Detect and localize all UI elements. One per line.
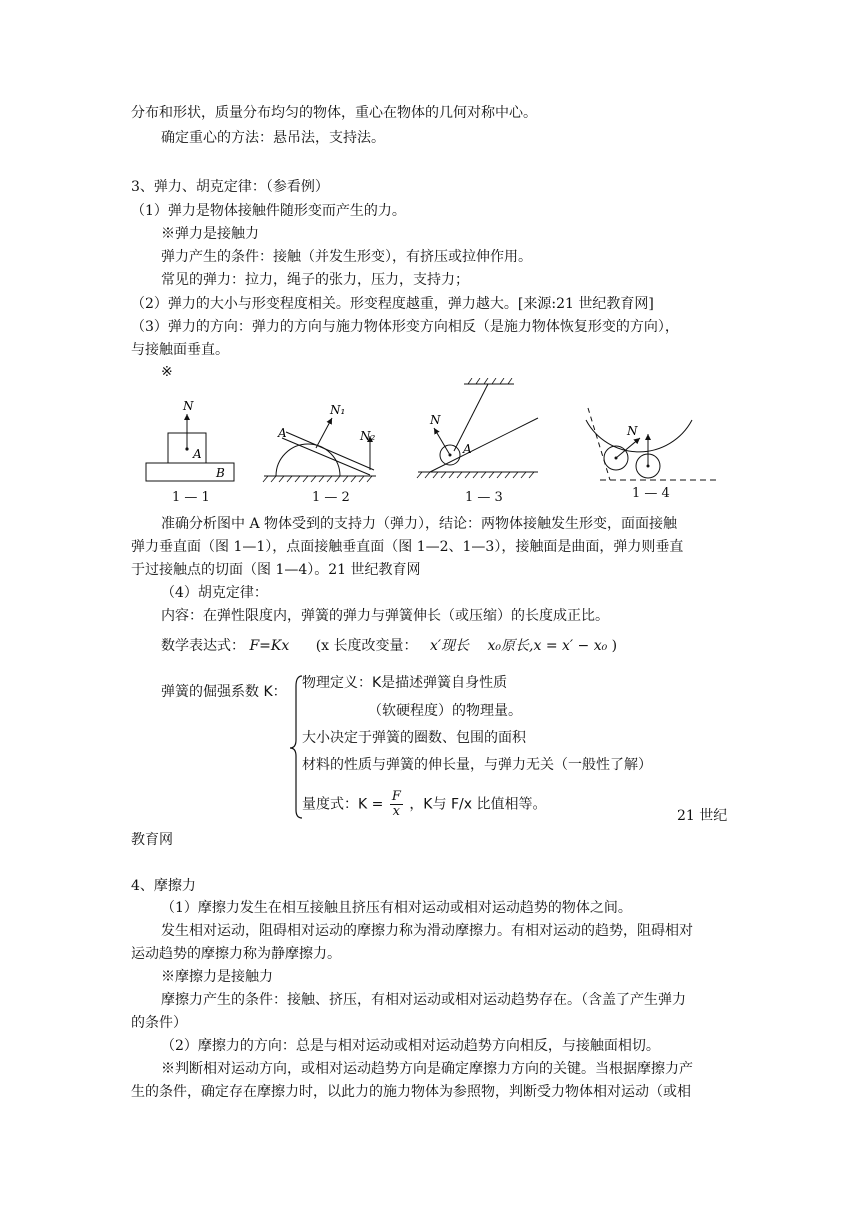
text-line: 确定重心的方法：悬吊法，支持法。 [161,130,385,146]
figure-caption: 1 — 2 [312,490,350,505]
section-heading: 4、摩擦力 [131,878,196,894]
text-line: 摩擦力产生的条件：接触、挤压，有相对运动或相对运动趋势存在。（含盖了产生弹力 [161,992,686,1008]
figure-1-4 [586,408,716,480]
text-line: 内容：在弹性限度内，弹簧的弹力与弹簧伸长（或压缩）的长度成正比。 [161,608,609,624]
fraction-numerator: F [391,789,401,804]
figure-caption: 1 — 3 [465,490,503,505]
label-a: A [193,447,202,461]
text-line: （1）弹力是物体接触件随形变而产生的力。 [131,203,406,219]
text-line: 于过接触点的切面（图 1—4）。21 世纪教育网 [131,562,421,578]
formula-close: ) [611,638,618,654]
text-line: 运动趋势的摩擦力称为静摩擦力。 [131,946,341,962]
text-line: （2）弹力的大小与形变程度相关。形变程度越重，弹力越大。[来源:21 世纪教育网] [131,296,654,312]
k-measure-label: 量度式：K = [302,796,384,813]
formula-hooke: F=Kx [249,638,290,654]
figure-caption: 1 — 4 [632,486,670,501]
text-line: 弹力产生的条件：接触（并发生形变），有挤压或拉伸作用。 [161,249,532,265]
text-line: 常见的弹力：拉力，绳子的张力，压力，支持力； [161,272,469,288]
section-heading: 3、弹力、胡克定律：（参看例） [131,179,329,195]
k-measure-ratio: ，K与 F/x 比值相等。 [409,796,547,813]
label-b: B [216,466,225,480]
formula-original-length: x₀原长,x = x′ − x₀ [487,638,608,654]
label-a: A [278,426,287,440]
fraction-denominator: x [392,804,401,819]
figure-1-2 [263,403,376,482]
text-line: 发生相对运动，阻碍相对运动的摩擦力称为滑动摩擦力。有相对运动的趋势，阻碍相对 [161,923,693,939]
k-measure [302,790,546,819]
formula-label: 数学表达式： [161,638,245,654]
text-line: （1）摩擦力发生在相互接触且挤压有相对运动或相对运动趋势的物体之间。 [161,900,632,916]
label-n: N [183,399,194,413]
label-n: N [627,424,638,438]
formula-note: (x 长度改变量： [315,638,418,654]
text-line: ※弹力是接触力 [161,226,259,242]
k-label: 弹簧的倔强系数 K： [161,684,287,700]
label-n1: N₁ [330,403,346,417]
formula-current-length: x′现长 [429,638,470,654]
label-n: N [430,413,441,427]
source-note: 教育网 [131,832,173,848]
text-line: 分布和形状，质量分布均匀的物体，重心在物体的几何对称中心。 [131,105,537,121]
source-note: 21 世纪 [677,808,728,824]
formula-line [161,636,617,656]
text-line: ※摩擦力是接触力 [161,969,273,985]
k-definition-cont: （软硬程度）的物理量。 [368,703,522,719]
figure-1-1 [146,399,234,481]
figure-caption: 1 — 1 [172,490,210,505]
k-determinants: 大小决定于弹簧的圈数、包围的面积 [302,730,526,746]
text-line: 准确分析图中 A 物体受到的支持力（弹力），结论：两物体接触发生形变，面面接触 [161,516,678,532]
text-line: 的条件） [131,1015,187,1031]
k-definition: 物理定义：K是描述弹簧自身性质 [302,675,508,691]
figure-1-3 [417,378,538,478]
text-line: （3）弹力的方向：弹力的方向与施力物体形变方向相反（是施力物体恢复形变的方向）， [131,319,679,335]
label-a: A [463,442,472,456]
k-independence: 材料的性质与弹簧的伸长量，与弹力无关（一般性了解） [302,757,652,773]
text-line: 弹力垂直面（图 1—1），点面接触垂直面（图 1—2、1—3），接触面是曲面，弹力则垂直 [131,539,684,555]
label-n2: N₂ [360,429,376,443]
text-line: ※ [161,364,173,380]
text-line: ※判断相对运动方向，或相对运动趋势方向是确定摩擦力方向的关键。当根据摩擦力产 [161,1061,693,1077]
text-line: 生的条件，确定存在摩擦力时，以此力的施力物体为参照物，判断受力物体相对运动（或相 [131,1084,691,1100]
text-line: （2）摩擦力的方向：总是与相对运动或相对运动趋势方向相反，与接触面相切。 [161,1038,660,1054]
text-line: 与接触面垂直。 [131,342,229,358]
text-line: （4）胡克定律： [161,585,268,601]
